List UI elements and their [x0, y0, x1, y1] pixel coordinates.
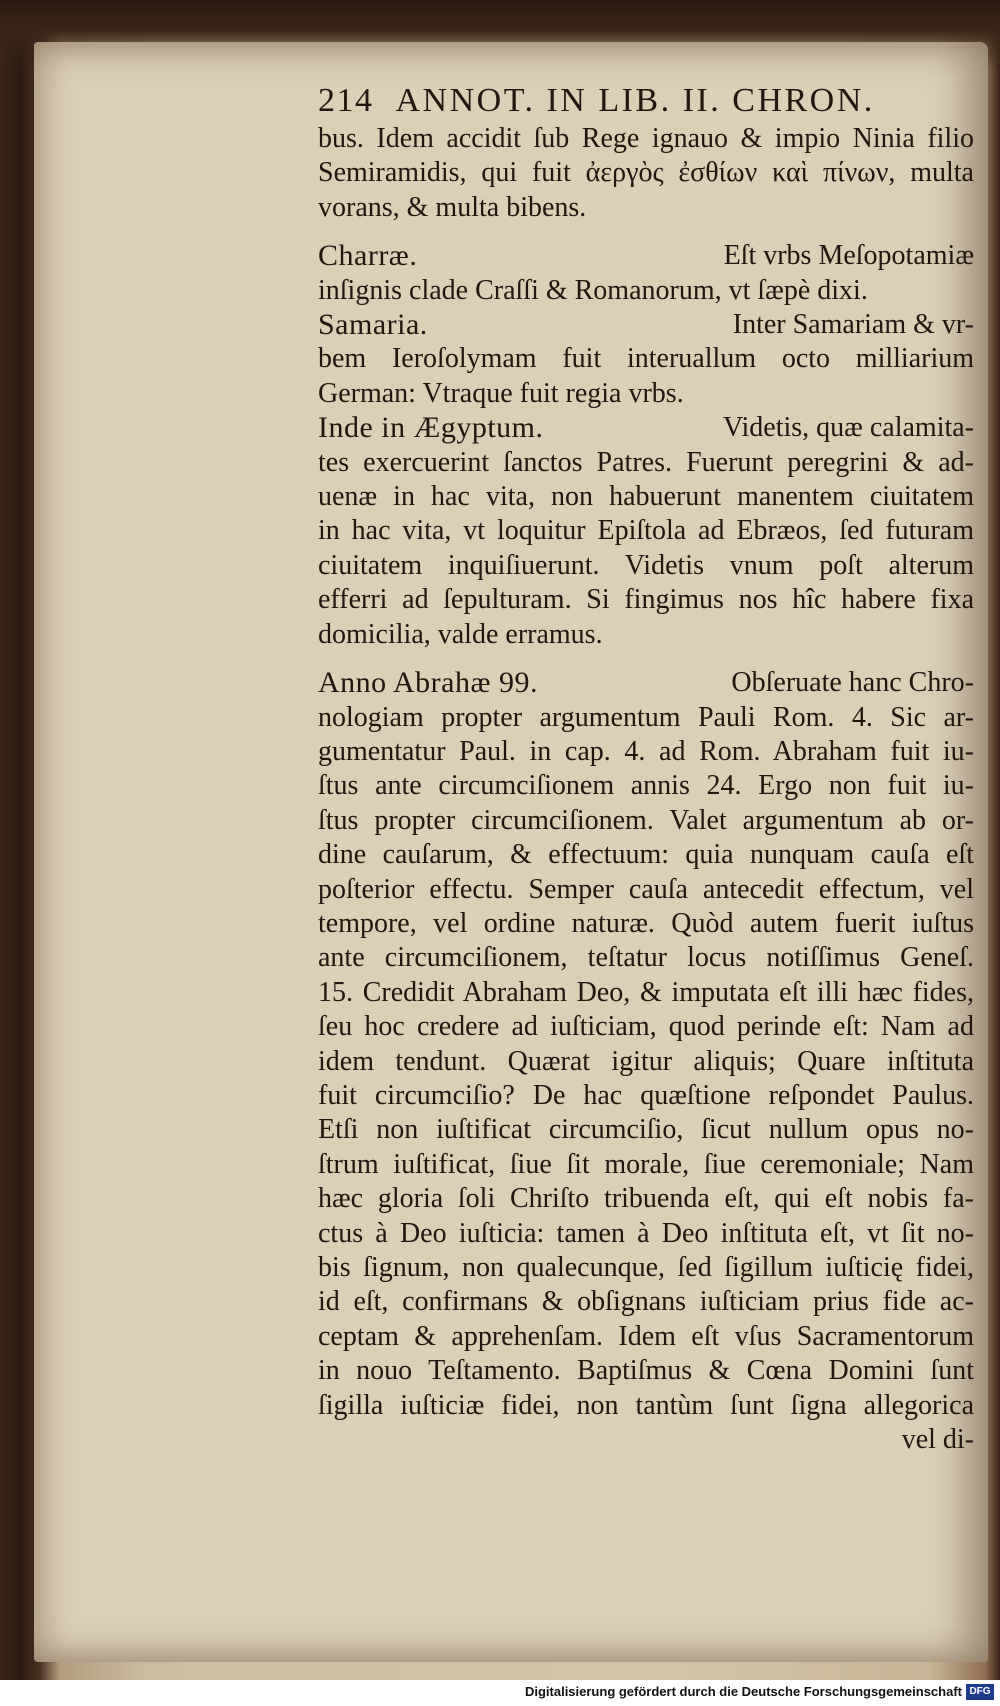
- text-line: Semiramidis, qui fuit ἀεργὸς ἐσθίων καὶ πίνων, multa: [318, 157, 974, 189]
- catchword: vel di-: [901, 1424, 974, 1456]
- text-line: ſigilla iuſticiæ fidei, non tantùm ſunt ſigna allegorica: [318, 1389, 974, 1421]
- entry-head: [318, 239, 974, 273]
- text-line: bem Ieroſolymam fuit interuallum octo milliarium: [318, 343, 974, 375]
- text-line: ante circumciſionem, teſtatur locus notiſſimus Geneſ.: [318, 942, 974, 974]
- entry-first-text: Eſt vrbs Meſopotamiæ: [723, 240, 974, 272]
- text-line: in hac vita, vt loquitur Epiſtola ad Ebræos, ſed futuram: [318, 515, 974, 547]
- text-line: ſeu hoc credere ad iuſticiam, quod perinde eſt: Nam ad: [318, 1011, 974, 1043]
- text-line: gumentatur Paul. in cap. 4. ad Rom. Abraham fuit iu-: [318, 735, 974, 767]
- text-line: tes exercuerint ſanctos Patres. Fuerunt peregrini & ad-: [318, 446, 974, 478]
- entry-inde-in-aegyptum: [318, 411, 974, 652]
- text-line: in nouo Teſtamento. Baptiſmus & Cœna Domini ſunt: [318, 1355, 974, 1387]
- dfg-logo-icon: DFG: [966, 1684, 994, 1700]
- text-line: inſignis clade Craſſi & Romanorum, vt ſæpè dixi.: [318, 274, 868, 306]
- text-line: idem tendunt. Quærat igitur aliquis; Quare inſtituta: [318, 1045, 974, 1077]
- text-line: poſterior effectu. Semper cauſa antecedit effectum, vel: [318, 873, 974, 905]
- entry-first-text: Obſeruate hanc Chro-: [731, 667, 974, 699]
- running-head: ANNOT. IN LIB. II. CHRON.: [395, 82, 875, 119]
- lemma: Anno Abrahæ 99.: [318, 666, 538, 700]
- text-line: efferri ad ſepulturam. Si fingimus nos hîc habere fixa: [318, 584, 974, 616]
- entry-first-text: Inter Samariam & vr-: [732, 309, 974, 341]
- text-line: Etſi non iuſtificat circumciſio, ſicut nullum opus no-: [318, 1114, 974, 1146]
- digitization-footer: [0, 1680, 1000, 1706]
- entry-anno-abrahae: [318, 666, 974, 1423]
- opening-paragraph: [318, 122, 974, 225]
- text-line: ſtrum iuſtificat, ſiue ſit morale, ſiue ceremoniale; Nam: [318, 1148, 974, 1180]
- page-number: 214: [318, 82, 374, 119]
- text-line: uenæ in hac vita, non habuerunt manentem ciuitatem: [318, 481, 974, 513]
- text-line: hæc gloria ſoli Chriſto tribuenda eſt, qui eſt nobis fa-: [318, 1183, 974, 1215]
- text-line: fuit circumciſio? De hac quæſtione reſpondet Paulus.: [318, 1079, 974, 1111]
- text-line: ceptam & apprehenſam. Idem eſt vſus Sacramentorum: [318, 1320, 974, 1352]
- text-line: ciuitatem inquiſiuerunt. Videtis vnum poſt alterum: [318, 549, 974, 581]
- text-line: bis ſignum, non qualecunque, ſed ſigillum iuſticię fidei,: [318, 1252, 974, 1283]
- entry-charrae: [318, 239, 974, 308]
- text-line: nologiam propter argumentum Pauli Rom. 4. Sic ar-: [318, 701, 974, 733]
- text-line: vorans, & multa bibens.: [318, 191, 587, 223]
- entry-head: [318, 666, 974, 700]
- page-header: [318, 80, 974, 122]
- text-line: ſtus ante circumciſionem annis 24. Ergo non fuit iu-: [318, 770, 974, 802]
- entry-head: [318, 308, 974, 342]
- text-line: ctus à Deo iuſticia: tamen à Deo inſtituta eſt, vt ſit no-: [318, 1217, 974, 1249]
- lemma: Samaria.: [318, 308, 428, 342]
- text-line: dine cauſarum, & effectuum: quia nunquam cauſa eſt: [318, 839, 974, 871]
- text-line: ſtus propter circumciſionem. Valet argumentum ab or-: [318, 804, 974, 836]
- entry-samaria: [318, 308, 974, 411]
- entry-head: [318, 411, 974, 445]
- text-line: 15. Credidit Abraham Deo, & imputata eſt illi hæc fides,: [318, 976, 974, 1008]
- entry-first-text: Videtis, quæ calamita-: [722, 412, 974, 444]
- text-line: bus. Idem accidit ſub Rege ignauo & impio Ninia filio: [318, 123, 974, 154]
- footer-credit: Digitalisierung gefördert durch die Deutsche Forschungsgemeinschaft: [524, 1684, 962, 1699]
- text-line: tempore, vel ordine naturæ. Quòd autem fuerit iuſtus: [318, 907, 974, 939]
- lemma: Charræ.: [318, 239, 418, 273]
- page-text: [318, 80, 974, 1457]
- text-line: German: Vtraque fuit regia vrbs.: [318, 377, 684, 409]
- text-line: domicilia, valde erramus.: [318, 618, 603, 650]
- lemma: Inde in Ægyptum.: [318, 411, 544, 445]
- text-line: id eſt, confirmans & obſignans iuſticiam prius fide ac-: [318, 1286, 974, 1318]
